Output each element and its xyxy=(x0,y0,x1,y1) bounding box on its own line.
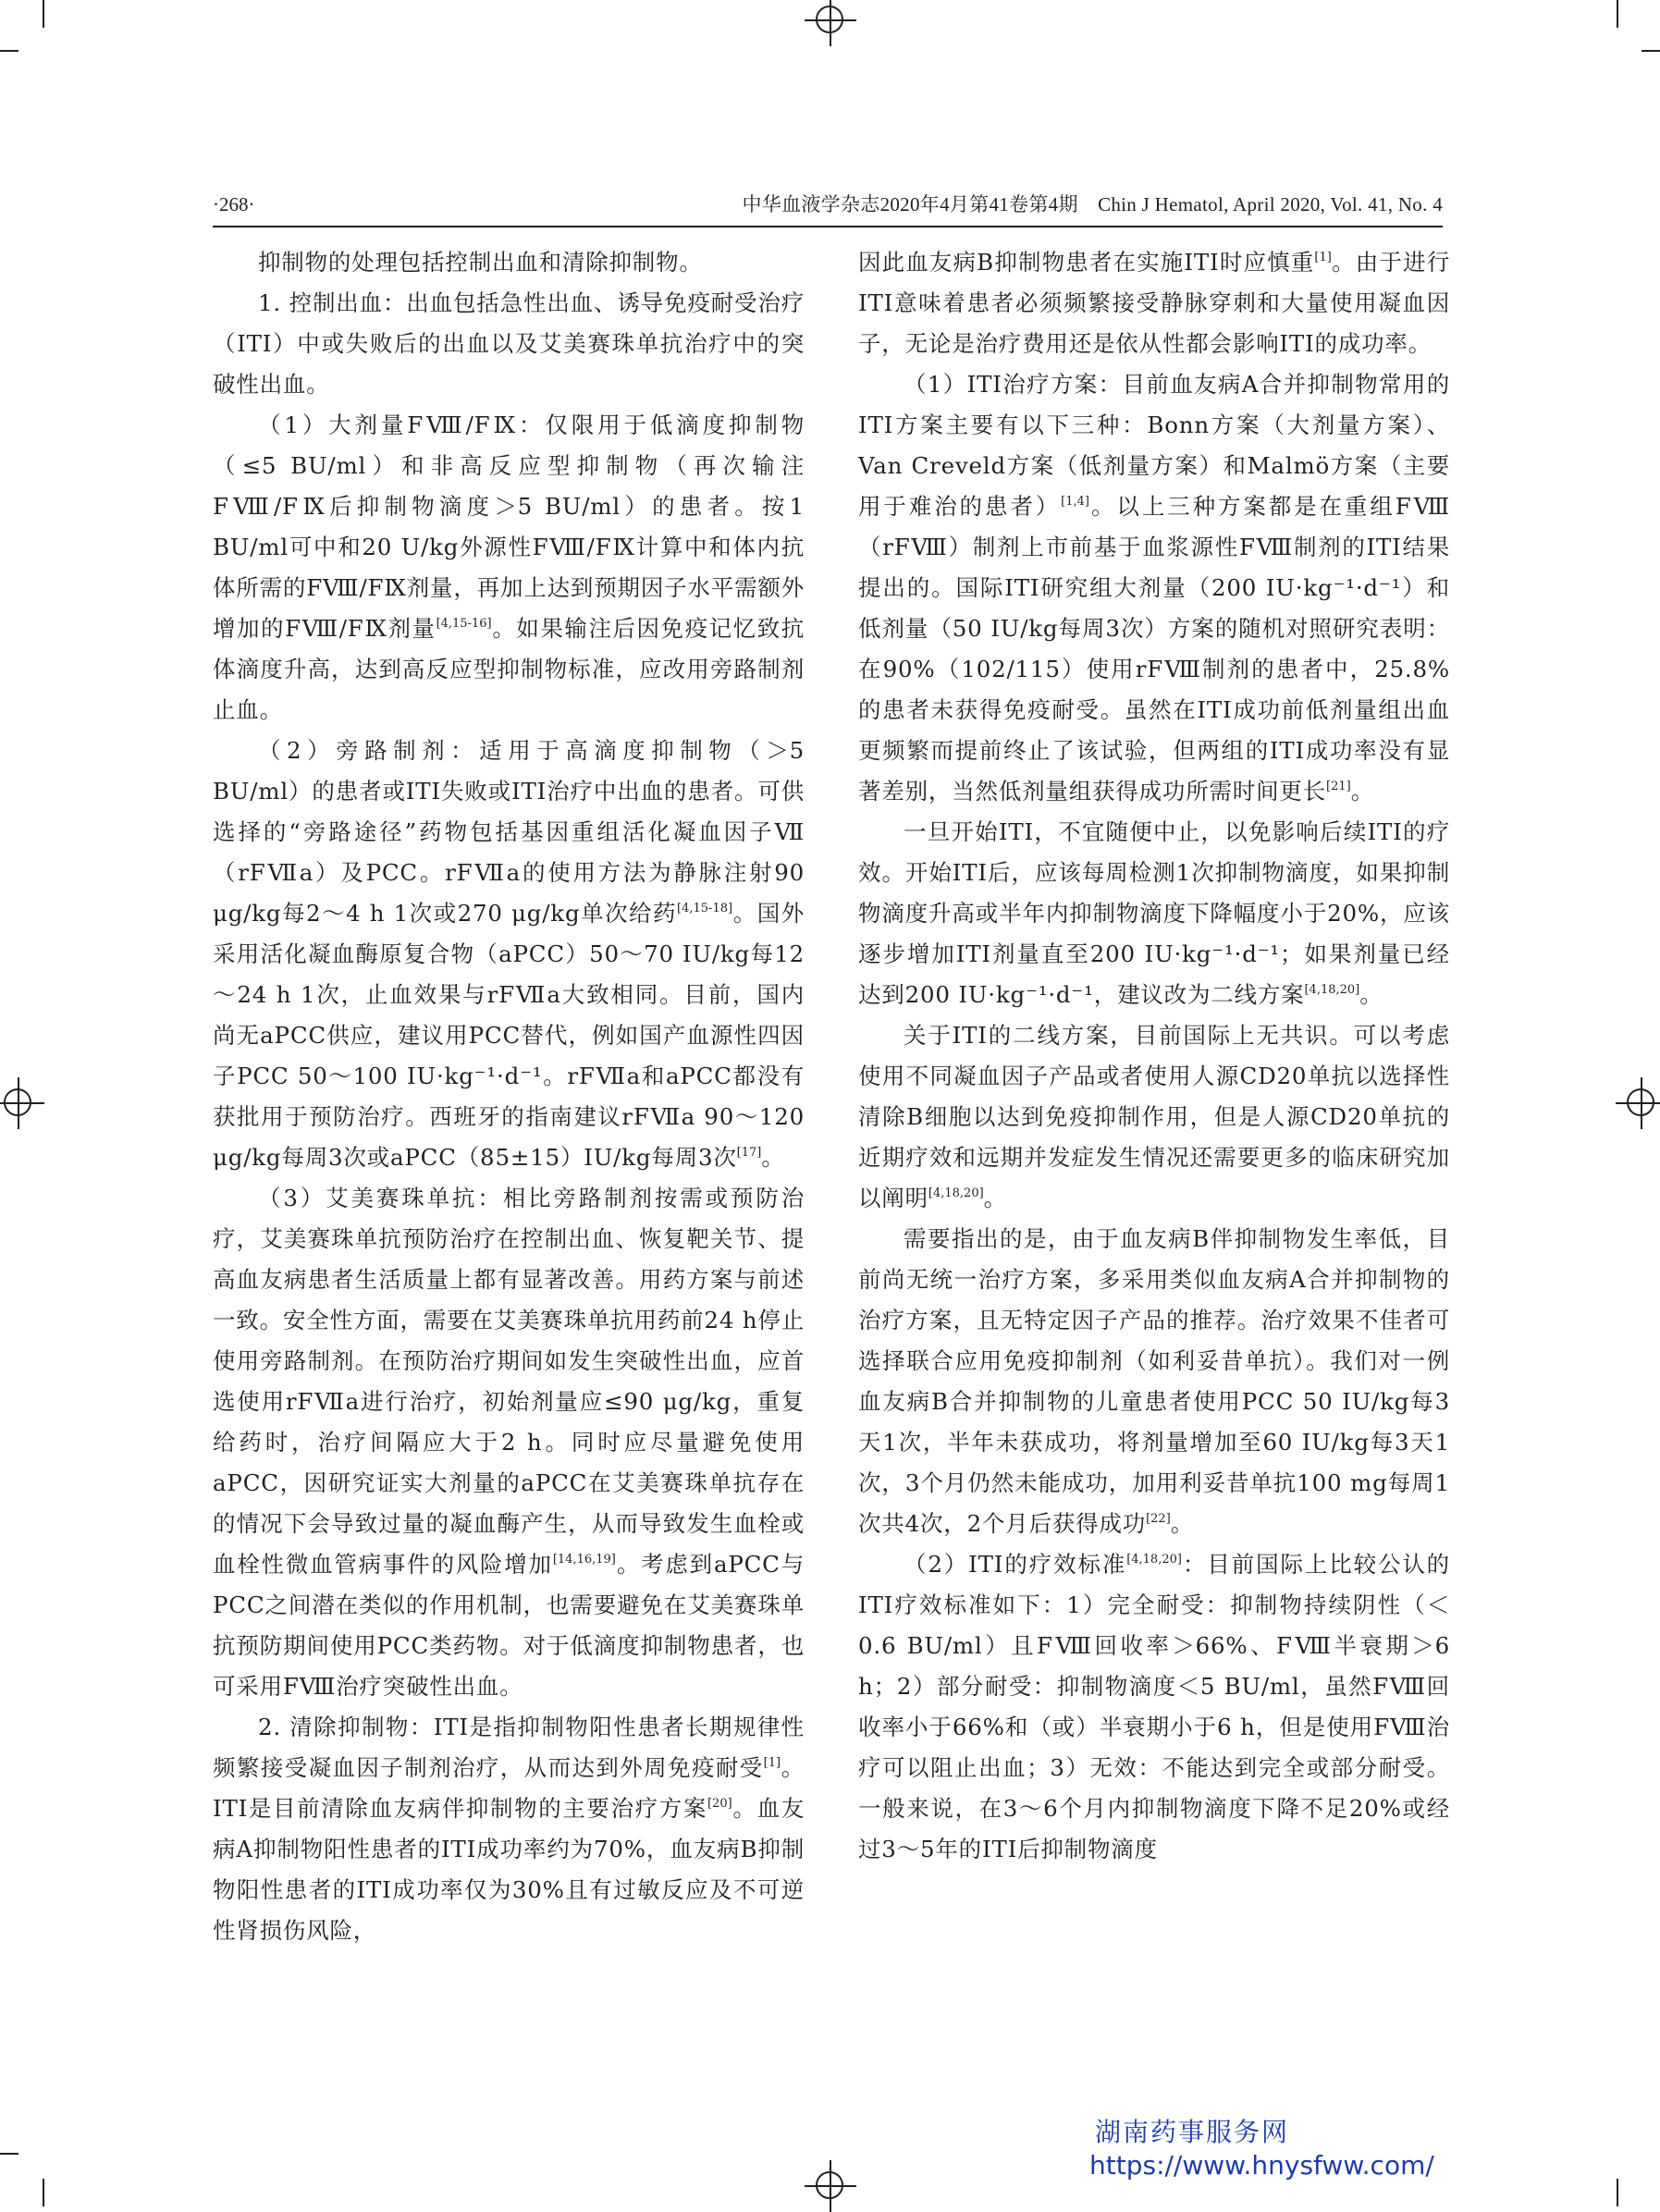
registration-mark-top xyxy=(805,0,856,46)
crop-mark xyxy=(43,0,44,28)
page-number: ·268· xyxy=(213,193,255,215)
citation: [1,4] xyxy=(1061,495,1089,509)
citation: [22] xyxy=(1146,1512,1171,1526)
citation: [1] xyxy=(1314,251,1332,264)
citation: [1] xyxy=(763,1756,781,1770)
paragraph: （1）ITI治疗方案：目前血友病A合并抑制物常用的ITI方案主要有以下三种：Bonn方案（大剂量方案）、Van Creveld方案（低剂量方案）和Malmö方案（主要用于难治的患者）[1,4]。以上三种方案都是在重组FⅧ（rFⅧ）制剂上市前基于血浆源性FⅧ制剂的ITI结果提出的。国际ITI研究组大剂量（200 IU·kg⁻¹·d⁻¹）和低剂量（50 IU/kg每周3次）方案的随机对照研究表明：在90%（102/115）使用rFⅧ制剂的患者中，25.8%的患者未获得免疫耐受。虽然在ITI成功前低剂量组出血更频繁而提前终止了该试验，但两组的ITI成功率没有显著差别，当然低剂量组获得成功所需时间更长[21]。 xyxy=(858,371,1450,805)
paragraph: （3）艾美赛珠单抗：相比旁路制剂按需或预防治疗，艾美赛珠单抗预防治疗在控制出血、恢复靶关节、提高血友病患者生活质量上都有显著改善。用药方案与前述一致。安全性方面，需要在艾美赛珠单抗用药前24 h停止使用旁路制剂。在预防治疗期间如发生突破性出血，应首选使用rFⅦa进行治疗，初始剂量应≤90 μg/kg，重复给药时，治疗间隔应大于2 h。同时应尽量避免使用aPCC，因研究证实大剂量的aPCC在艾美赛珠单抗存在的情况下会导致过量的凝血酶产生，从而导致发生血栓或血栓性微血管病事件的风险增加[14,16,19]。考虑到aPCC与PCC之间潜在类似的作用机制，也需要避免在艾美赛珠单抗预防期间使用PCC类药物。对于低滴度抑制物患者，也可采用FⅧ治疗突破性出血。 xyxy=(213,1185,805,1700)
registration-mark-right xyxy=(1616,1077,1660,1129)
paragraph: （2）ITI的疗效标准[4,18,20]：目前国际上比较公认的ITI疗效标准如下：1）完全耐受：抑制物持续阴性（＜0.6 BU/ml）且FⅧ回收率＞66%、FⅧ半衰期＞6 h；2）部分耐受：抑制物滴度＜5 BU/ml，虽然FⅧ回收率小于66%和（或）半衰期小于6 h，但是使用FⅧ治疗可以阻止出血；3）无效：不能达到完全或部分耐受。一般来说，在3～6个月内抑制物滴度下降不足20%或经过3～5年的ITI后抑制物滴度 xyxy=(858,1551,1450,1862)
journal-info: 中华血液学杂志2020年4月第41卷第4期 Chin J Hematol, April 2020, Vol. 41, No. 4 xyxy=(742,193,1443,215)
paragraph: 因此血友病B抑制物患者在实施ITI时应慎重[1]。由于进行ITI意味着患者必须频繁接受静脉穿刺和大量使用凝血因子，无论是治疗费用还是依从性都会影响ITI的成功率。 xyxy=(858,249,1451,357)
citation: [4,15-16] xyxy=(436,617,492,631)
paragraph: 一旦开始ITI，不宜随便中止，以免影响后续ITI的疗效。开始ITI后，应该每周检测1次抑制物滴度，如果抑制物滴度升高或半年内抑制物滴度下降幅度小于20%，应该逐步增加ITI剂量直至200 IU·kg⁻¹·d⁻¹；如果剂量已经达到200 IU·kg⁻¹·d⁻¹，建议改为二线方案[4,18,20]。 xyxy=(858,818,1450,1008)
header-rule xyxy=(213,226,1443,227)
running-header xyxy=(213,190,1443,218)
registration-mark-bottom xyxy=(805,2160,856,2212)
watermark xyxy=(1089,2116,1459,2182)
crop-mark xyxy=(0,50,18,52)
paragraph: 关于ITI的二线方案，目前国际上无共识。可以考虑使用不同凝血因子产品或者使用人源CD20单抗以选择性清除B细胞以达到免疫抑制作用，但是人源CD20单抗的近期疗效和远期并发症发生情况还需要更多的临床研究加以阐明[4,18,20]。 xyxy=(858,1022,1450,1211)
paragraph: 抑制物的处理包括控制出血和清除抑制物。 xyxy=(258,249,703,276)
citation: [14,16,19] xyxy=(552,1553,616,1567)
citation: [21] xyxy=(1326,780,1351,793)
crop-mark xyxy=(1617,2179,1618,2206)
citation: [20] xyxy=(707,1797,732,1811)
paragraph: 2. 清除抑制物：ITI是指抑制物阳性患者长期规律性频繁接受凝血因子制剂治疗，从而达到外周免疫耐受[1]。ITI是目前清除血友病伴抑制物的主要治疗方案[20]。血友病A抑制物阳性患者的ITI成功率约为70%，血友病B抑制物阳性患者的ITI成功率仅为30%且有过敏反应及不可逆性肾损伤风险， xyxy=(213,1714,805,1944)
watermark-title: 湖南药事服务网 xyxy=(1095,2117,1290,2147)
paragraph: 需要指出的是，由于血友病B伴抑制物发生率低，目前尚无统一治疗方案，多采用类似血友病A合并抑制物的治疗方案，且无特定因子产品的推荐。治疗效果不佳者可选择联合应用免疫抑制剂（如利妥昔单抗）。我们对一例血友病B合并抑制物的儿童患者使用PCC 50 IU/kg每3天1次，半年未获成功，将剂量增加至60 IU/kg每3天1次，3个月仍然未能成功，加用利妥昔单抗100 mg每周1次共4次，2个月后获得成功[22]。 xyxy=(858,1225,1450,1537)
left-column xyxy=(213,242,805,1951)
right-column xyxy=(858,242,1450,1870)
crop-mark xyxy=(1642,50,1660,52)
paragraph: 1. 控制出血：出血包括急性出血、诱导免疫耐受治疗（ITI）中或失败后的出血以及艾美赛珠单抗治疗中的突破性出血。 xyxy=(213,289,805,398)
crop-mark xyxy=(0,2153,18,2155)
paragraph: （1）大剂量FⅧ/FⅨ：仅限用于低滴度抑制物（≤5 BU/ml）和非高反应型抑制物（再次输注FⅧ/FⅨ后抑制物滴度＞5 BU/ml）的患者。按1 BU/ml可中和20 U/kg外源性FⅧ/FⅨ计算中和体内抗体所需的FⅧ/FⅨ剂量，再加上达到预期因子水平需额外增加的FⅧ/FⅨ剂量[4,15-16]。如果输注后因免疫记忆致抗体滴度升高，达到高反应型抑制物标准，应改用旁路制剂止血。 xyxy=(213,412,805,723)
watermark-url[interactable]: https://www.hnysfww.com/ xyxy=(1089,2150,1434,2181)
citation: [4,18,20] xyxy=(928,1186,984,1200)
crop-mark xyxy=(1617,0,1618,28)
paragraph: （2）旁路制剂：适用于高滴度抑制物（＞5 BU/ml）的患者或ITI失败或ITI治疗中出血的患者。可供选择的“旁路途径”药物包括基因重组活化凝血因子Ⅶ（rFⅦa）及PCC。rFⅦa的使用方法为静脉注射90 μg/kg每2～4 h 1次或270 μg/kg单次给药[4,15-18]。国外采用活化凝血酶原复合物（aPCC）50～70 IU/kg每12～24 h 1次，止血效果与rFⅦa大致相同。目前，国内尚无aPCC供应，建议用PCC替代，例如国产血源性四因子PCC 50～100 IU·kg⁻¹·d⁻¹。rFⅦa和aPCC都没有获批用于预防治疗。西班牙的指南建议rFⅦa 90～120 μg/kg每周3次或aPCC（85±15）IU/kg每周3次[17]。 xyxy=(213,737,805,1171)
crop-mark xyxy=(43,2179,44,2206)
registration-mark-left xyxy=(0,1077,44,1129)
citation: [4,15-18] xyxy=(677,902,733,916)
citation: [4,18,20] xyxy=(1126,1553,1182,1567)
citation: [17] xyxy=(736,1146,762,1160)
citation: [4,18,20] xyxy=(1304,983,1360,997)
